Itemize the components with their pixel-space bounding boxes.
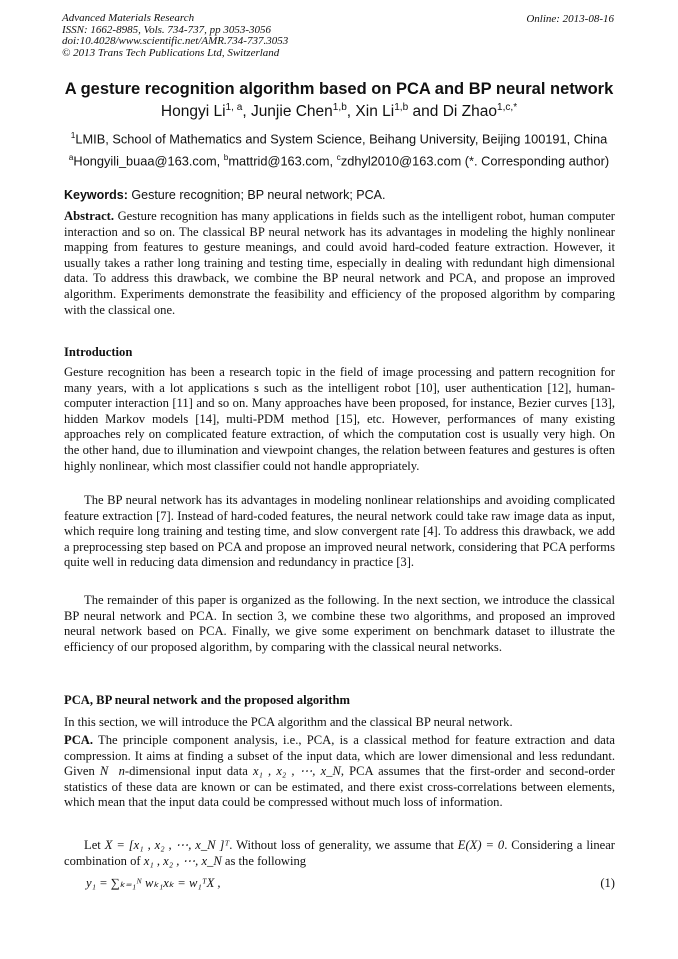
emails xyxy=(0,152,678,168)
email-sup: c xyxy=(336,152,341,162)
math: E(X) = 0 xyxy=(457,838,505,852)
math: x₁ , x₂ , ⋯, x_N xyxy=(252,764,341,779)
keywords-label: Keywords: xyxy=(64,188,128,202)
let-paragraph xyxy=(64,838,615,869)
journal-header xyxy=(62,13,288,59)
equation-number: (1) xyxy=(600,876,615,890)
author-name: Junjie Chen xyxy=(250,103,333,121)
copyright: © 2013 Trans Tech Publications Ltd, Switzerland xyxy=(62,46,280,59)
email-sup: a xyxy=(68,152,74,162)
math: x₁ , x₂ , ⋯, x_N xyxy=(143,853,222,868)
intro-heading: Introduction xyxy=(64,345,133,359)
author-sup: 1,b xyxy=(394,102,409,113)
text: Let xyxy=(84,838,105,852)
text: . Considering a linear combination of xyxy=(64,838,615,868)
keywords-text: Gesture recognition; BP neural network; PCA. xyxy=(131,188,386,202)
equation-1 xyxy=(64,876,615,892)
abstract-text: Gesture recognition has many applications in fields such as the intelligent robot, human computer interaction and so on. The classical BP neural network has its advantages in modeling the highly nonlinear mapping from features to gesture meanings, and could avoid hard-coded feature extraction. However, it usually takes a rather long training and testing time, especially in dealing with redundant high dimensional data. To address this drawback, we combine the BP neural network and PCA, and propose an improved algorithm. Experiments demonstrate the feasibility and efficiency of the proposed algorithm by comparing with the classical one. xyxy=(64,209,616,317)
intro-paragraph: The BP neural network has its advantages in modeling nonlinear relationships and avoiding complicated feature extraction [7]. Instead of hard-coded features, the neural network could take raw image data as input, which require long training and testing time, and slow convergent rate [4]. To address this drawback, we add a preprocessing step based on PCA and propose an improved neural network, considering that PCA performs quite well in reducing data dimension and redundancy in practice [3]. xyxy=(64,493,615,570)
author-name: Hongyi Li xyxy=(160,103,226,121)
author-sup: 1,c,* xyxy=(496,102,518,113)
paper-title: A gesture recognition algorithm based on PCA and BP neural network xyxy=(64,80,614,98)
author-name: Di Zhao xyxy=(442,103,497,121)
text: -dimensional input data xyxy=(124,764,253,779)
author-list: Hongyi Li$^{1, a}$, Junjie Chen$^{1,b}$, Xin Li$^{1,b}$ and Di Zhao$^{1,c,*}$ xyxy=(160,102,518,121)
journal-name: Advanced Materials Research xyxy=(62,12,195,24)
email-b[interactable]: mattrid@163.com, xyxy=(228,153,334,169)
text: , PCA assumes that the first-order and second-order statistics of these data are known or can be estimated, and there exist cross-correlations between elements, which mean that the input data could be compressed without much loss of information. xyxy=(64,764,615,810)
text: as the following xyxy=(221,853,307,868)
pca-paragraph xyxy=(64,733,615,811)
keywords xyxy=(64,188,615,204)
section-heading: PCA, BP neural network and the proposed algorithm xyxy=(64,693,350,707)
intro-paragraph: The remainder of this paper is organized as the following. In the next section, we introduce the classical BP neural network and PCA. In section 3, we combine these two algorithms, and proposed an improved neural network based on PCA. Finally, we give some experiment on benchmark dataset to illustrate the efficiency of our proposed algorithm, by comparing with the classical neural networks. xyxy=(64,593,615,654)
online-date: Online: 2013-08-16 xyxy=(526,13,614,25)
aff-sup: 1 xyxy=(70,130,76,140)
text: The principle component analysis, i.e., PCA, is a classical method for feature extraction and data compression. It aims at finding a subset of the input data, which are lower dimensional and less redundant. Given xyxy=(64,733,615,779)
math: X = [x₁ , x₂ , ⋯, x_N ]ᵀ xyxy=(104,838,230,852)
pca-label: PCA. xyxy=(64,733,94,747)
intro-paragraph: Gesture recognition has been a research topic in the field of image processing and pattern recognition for many years, with a lot applications s such as the intelligent robot [10], user authentication [12], human-computer interaction [11] and so on. Many approaches have been proposed, for instance, Bezier curves [13], hidden Markov models [14], multi-PDM method [15], etc. However, performances of many existing approaches rely on complicated feature extraction, of which the computation cost is usually very high. On the other hand, due to illumination and viewpoint changes, the relation between features and gestures is often highly nonlinear, which most classifier could not handle appropriately. xyxy=(64,365,615,473)
doi: doi:10.4028/www.scientific.net/AMR.734-737.3053 xyxy=(62,35,289,47)
abstract-label: Abstract. xyxy=(64,209,115,223)
email-a[interactable]: Hongyili_buaa@163.com, xyxy=(73,153,221,169)
section-intro: In this section, we will introduce the PCA algorithm and the classical BP neural network. xyxy=(64,715,513,729)
abstract xyxy=(64,209,615,318)
math: n xyxy=(118,764,125,779)
author-sup: 1,b xyxy=(332,102,347,113)
affiliation xyxy=(0,130,678,146)
equation: y₁ = ∑ₖ₌₁ᴺ wₖ₁xₖ = w₁ᵀX , xyxy=(86,876,221,890)
text: . Without loss of generality, we assume that xyxy=(229,838,458,852)
math: N xyxy=(99,764,109,779)
author-name: Xin Li xyxy=(355,103,395,121)
author-sup: 1, a xyxy=(225,102,243,113)
email-sup: b xyxy=(223,152,229,162)
email-c[interactable]: zdhyl2010@163.com (*. Corresponding author) xyxy=(340,153,610,169)
issn: ISSN: 1662-8985, Vols. 734-737, pp 3053-3056 xyxy=(62,23,271,36)
aff-text: LMIB, School of Mathematics and System Science, Beihang University, Beijing 100191, China xyxy=(75,131,608,147)
